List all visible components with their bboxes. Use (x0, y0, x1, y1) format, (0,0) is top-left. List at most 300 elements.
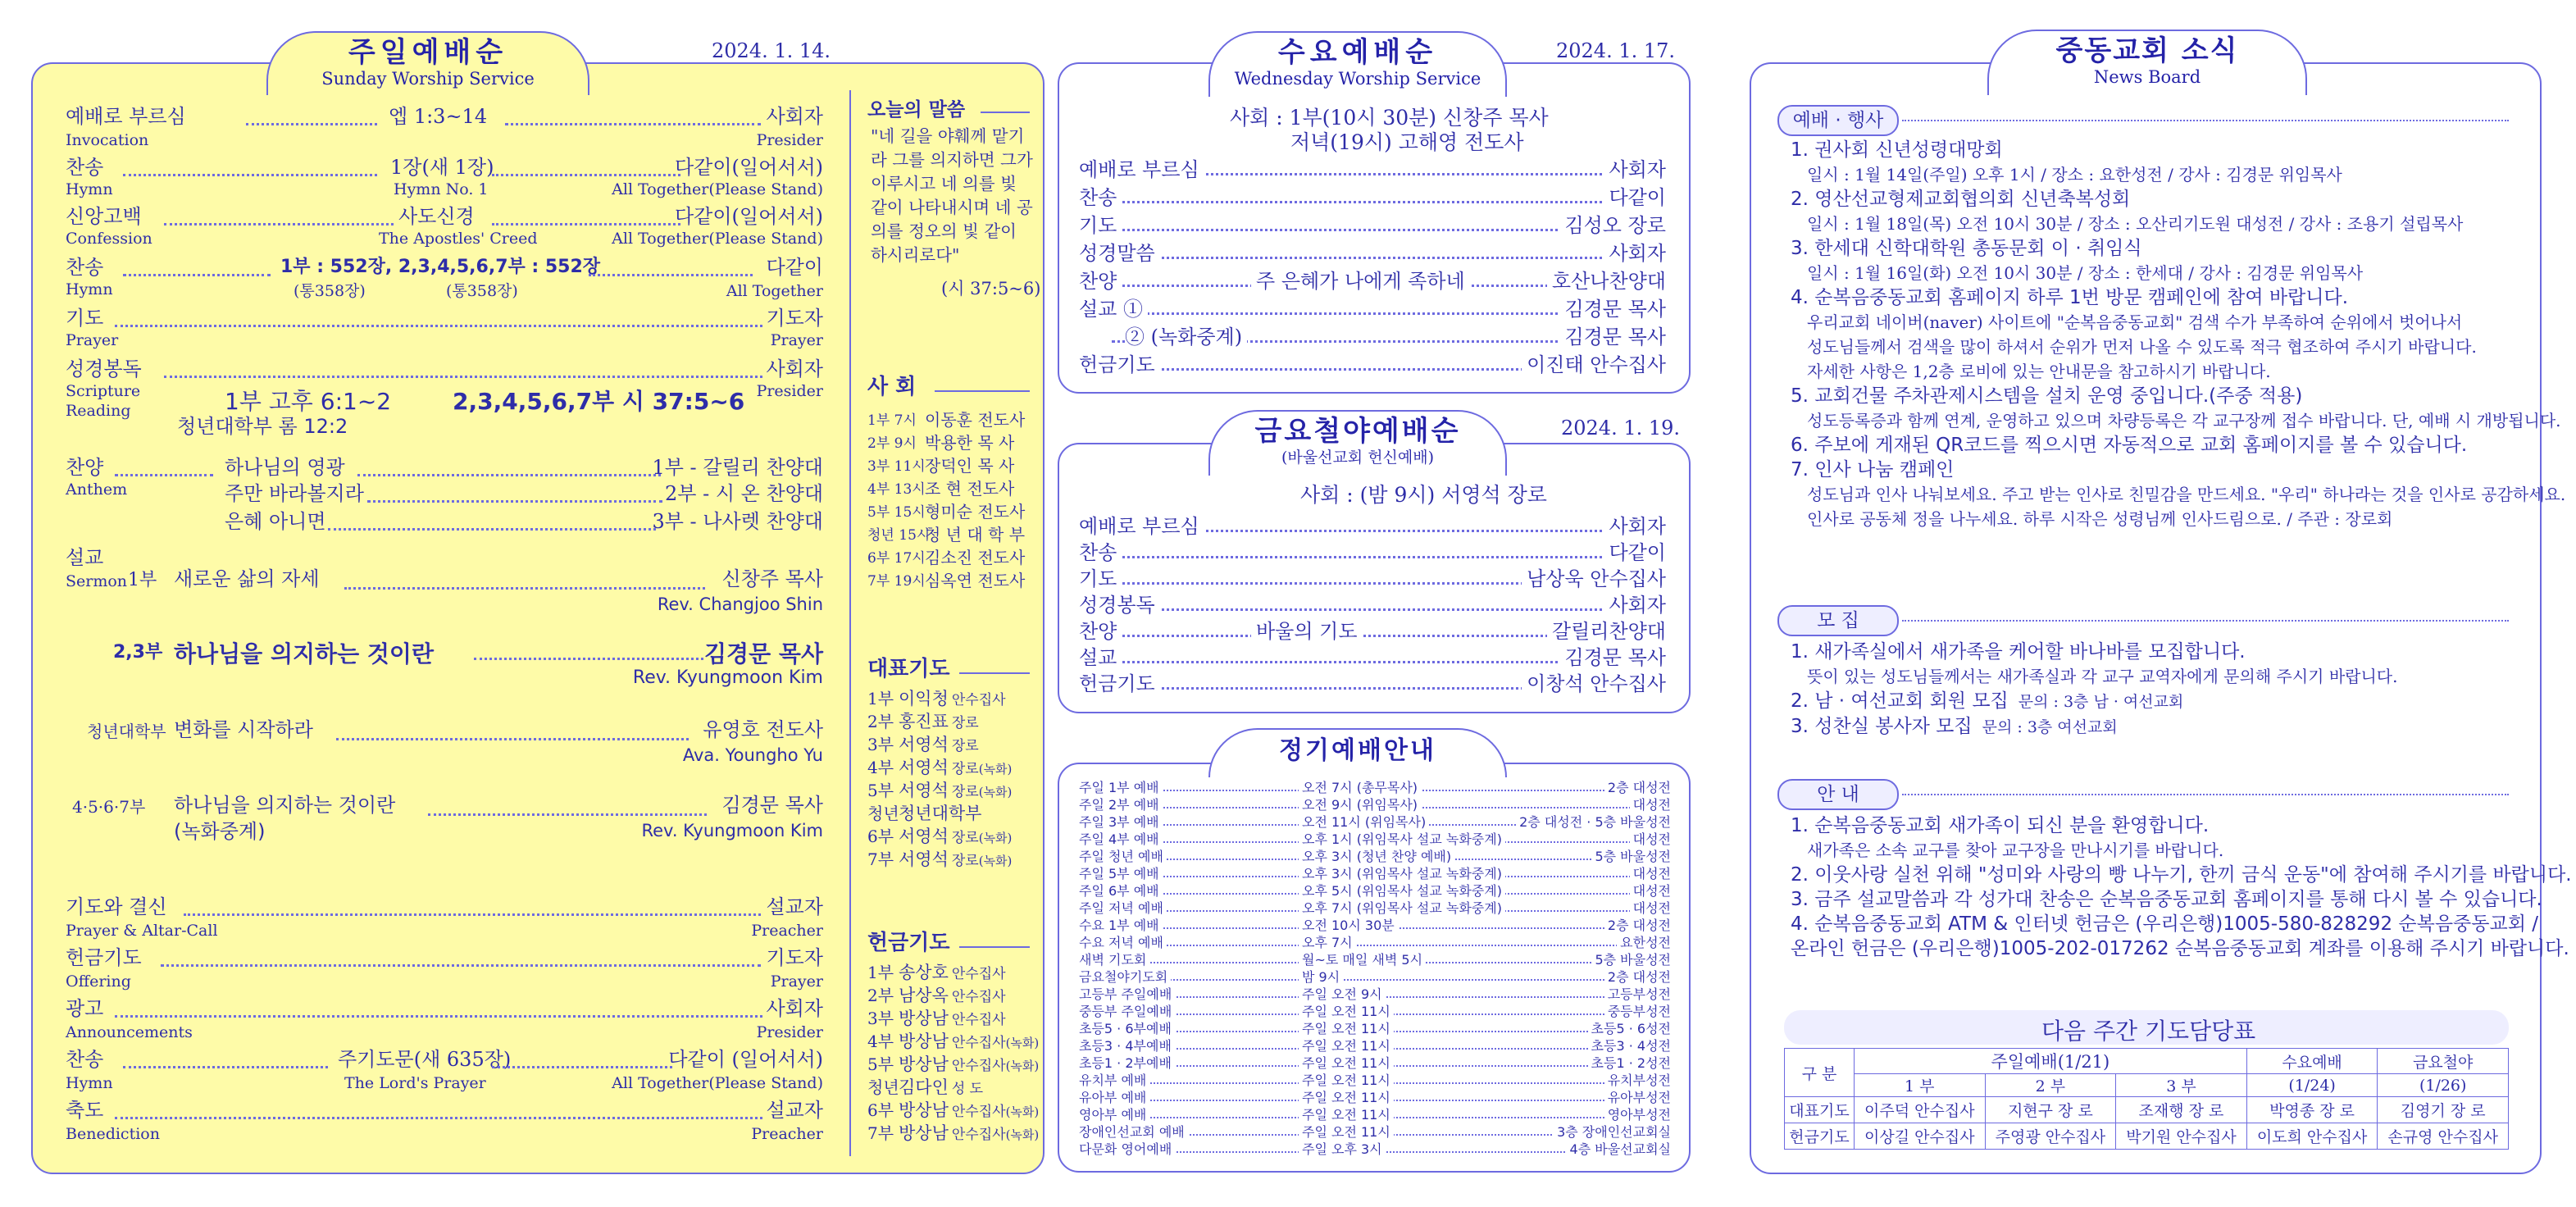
friday-title: 금요철야예배순 (1254, 415, 1461, 448)
rep-prayer-list (867, 685, 1041, 869)
schedule-row (1079, 900, 1671, 917)
anthem-title-3: 은혜 아니면 (225, 510, 326, 533)
order-row (1079, 671, 1666, 697)
host-time: 청년 15시 (867, 526, 931, 544)
host-name: 박용한 목 사 (925, 432, 1015, 453)
schedule-row (1079, 1106, 1671, 1123)
schedule-row (1079, 917, 1671, 934)
schedule-place: 중등부성전 (1604, 1003, 1671, 1020)
offering-role: 기도자 (766, 946, 823, 969)
news-item-heading (1791, 458, 2528, 482)
creed-text-en: The Apostles' Creed (379, 230, 538, 248)
rule-line (959, 946, 1030, 948)
list-item (867, 800, 1041, 823)
order-row (1079, 239, 1666, 267)
news-section-events: 예배 · 행사 (1777, 105, 1899, 136)
prayer-name: 방상남 (899, 1054, 949, 1074)
news-item-heading (1791, 433, 2528, 458)
hymn1-label: 찬송 (66, 156, 104, 179)
news-item-heading (1791, 640, 2528, 664)
prayer-name: 서영석 (899, 849, 949, 869)
order-row (1079, 644, 1666, 671)
scripture-reading-3: 청년대학부 롬 12:2 (177, 415, 348, 438)
leader-dots (164, 223, 394, 225)
schedule-time: 오후 7시 (위임목사 설교 녹화중계) (1299, 900, 1505, 917)
list-item (867, 959, 1041, 982)
order-role: 사회자 (1604, 239, 1666, 267)
creed-role-en: All Together(Please Stand) (612, 230, 823, 248)
leader-dots (344, 587, 705, 590)
order-role: 김경문 목사 (1559, 644, 1666, 671)
news-item-heading (1791, 187, 2528, 212)
anthem-choir-3: 3부 - 나사렛 찬양대 (652, 510, 823, 533)
offering-en: Offering (66, 972, 131, 991)
order-row (1079, 323, 1666, 351)
prayer-role: 안수집사 (951, 1012, 1006, 1028)
wednesday-title-tab (1208, 31, 1507, 97)
schedule-row (1079, 813, 1671, 831)
schedule-place: 영아부성전 (1604, 1106, 1671, 1123)
schedule-name: 유아부 예배 (1079, 1089, 1149, 1106)
list-item (867, 499, 1041, 522)
schedule-name: 수요 1부 예배 (1079, 917, 1163, 934)
hymn3-text: 주기도문(새 635장) (338, 1048, 512, 1071)
anthem-en: Anthem (66, 481, 128, 499)
list-item (867, 453, 1041, 476)
schedule-row (1079, 796, 1671, 813)
news-item-heading (1791, 285, 2528, 310)
schedule-place: 대성전 (1630, 865, 1671, 882)
schedule-place: 3층 장애인선교회실 (1554, 1123, 1671, 1141)
schedule-row (1079, 779, 1671, 796)
rule-line (935, 390, 1030, 392)
schedule-name: 유치부 예배 (1079, 1072, 1149, 1089)
order-row (1079, 212, 1666, 239)
leader-dots (161, 964, 761, 967)
list-item (867, 1005, 1041, 1028)
wednesday-order-list (1079, 156, 1666, 379)
list-item (867, 522, 1041, 544)
table-cell: 이도희 안수집사 (2246, 1123, 2378, 1150)
schedule-place: 4층 바울선교회실 (1567, 1141, 1671, 1158)
prayer-note: (녹화) (1005, 1036, 1040, 1050)
sermon-en: Sermon (66, 572, 128, 590)
call-role-en: Presider (756, 131, 823, 149)
news-subtitle: News Board (2093, 67, 2201, 87)
schedule-time: 주일 오전 11시 (1299, 1037, 1394, 1054)
friday-subtitle: (바울선교회 헌신예배) (1281, 449, 1435, 467)
order-role: 다같이 (1604, 184, 1666, 212)
schedule-place: 5층 바울성전 (1591, 848, 1671, 865)
regular-title: 정기예배안내 (1279, 736, 1436, 765)
creed-text: 사도신경 (398, 205, 475, 228)
wednesday-date: 2024. 1. 17. (1556, 39, 1676, 62)
schedule-name: 고등부 주일예배 (1079, 986, 1175, 1003)
table-cell: 박영종 장 로 (2246, 1097, 2378, 1123)
news-heading-text: 4. 순복음중동교회 홈페이지 하루 1번 방문 캠페인에 참여 바랍니다. (1791, 287, 2349, 308)
news-heading-text: 2. 남 · 여선교회 회원 모집 (1791, 690, 2009, 712)
order-label: ② (녹화중계) (1125, 323, 1247, 351)
altar-label: 기도와 결신 (66, 895, 167, 918)
word-ref: (시 37:5~6) (941, 279, 1041, 298)
table-cell: 주영광 안수집사 (1985, 1123, 2116, 1150)
host-time: 7부 19시 (867, 572, 926, 590)
news-item-heading (1791, 912, 2538, 936)
order-title: 바울의 기도 (1251, 618, 1363, 644)
sermon-title-4b: (녹화중계) (174, 820, 266, 843)
order-label: 헌금기도 (1079, 671, 1160, 697)
schedule-time: 오전 11시 (위임목사) (1299, 813, 1429, 831)
order-role: 이창석 안수집사 (1522, 671, 1666, 697)
announce-label: 광고 (66, 997, 104, 1020)
order-label: 성경봉독 (1079, 592, 1160, 618)
prayer-name: 서영석 (899, 758, 949, 777)
hymn2-sub1: (통358장) (294, 282, 366, 300)
leader-dots (123, 274, 271, 276)
table-cell: 대표기도 (1785, 1097, 1855, 1123)
order-row (1079, 566, 1666, 592)
bless-label: 축도 (66, 1099, 104, 1122)
call-en: Invocation (66, 131, 149, 149)
schedule-time: 주일 오전 11시 (1299, 1089, 1394, 1106)
order-row (1079, 592, 1666, 618)
order-label: 찬송 (1079, 184, 1122, 212)
anthem-choir-1: 1부 - 갈릴리 찬양대 (652, 456, 823, 479)
news-notice-list (1791, 813, 2572, 961)
news-heading-text: 7. 인사 나눔 캠페인 (1791, 459, 1955, 481)
sermon-part-4: 4·5·6·7부 (72, 797, 146, 817)
order-label: 성경말씀 (1079, 239, 1160, 267)
news-events-list (1791, 138, 2566, 531)
schedule-row (1079, 934, 1671, 951)
table-header: 2 부 (1985, 1074, 2116, 1097)
leader-dots (357, 474, 661, 476)
altar-role-en: Preacher (751, 922, 823, 940)
order-label: 찬송 (1079, 540, 1122, 566)
leader-dots (1902, 620, 2509, 622)
leader-dots (505, 123, 761, 125)
schedule-name: 주일 저녁 예배 (1079, 900, 1167, 917)
news-heading-text: 2. 이웃사랑 실천 위해 "성미와 사랑의 빵 나누기, 한끼 금식 운동"에 참여해 주시기를 바랍니다. (1791, 864, 2572, 886)
hymn3-label: 찬송 (66, 1048, 104, 1071)
leader-dots (246, 123, 377, 125)
table-header: 금요철야 (2378, 1049, 2509, 1074)
prayer-name: 서영석 (899, 735, 949, 754)
scripture-label: 성경봉독 (66, 358, 142, 380)
friday-title-tab (1208, 410, 1507, 476)
prayer-part: 1부 (867, 963, 894, 982)
table-cell: 이주덕 안수집사 (1855, 1097, 1986, 1123)
sermon-part-2: 2,3부 (113, 642, 163, 663)
prayer-name: 청년대학부 (899, 804, 982, 823)
order-role: 사회자 (1604, 592, 1666, 618)
wednesday-host-1: 사회 : 1부(10시 30분) 신창주 목사 (1230, 106, 1549, 130)
hymn1-en: Hymn (66, 180, 113, 198)
prayer-name: 방상남 (899, 1100, 949, 1120)
hymn3-role-en: All Together(Please Stand) (612, 1074, 823, 1092)
leader-dots (492, 1066, 672, 1068)
rule-line (981, 112, 1030, 113)
schedule-row (1079, 1054, 1671, 1072)
news-recruit-list (1791, 640, 2528, 740)
prayer-part: 청년 (867, 1077, 899, 1097)
leader-dots (589, 274, 753, 276)
schedule-time: 주일 오전 11시 (1299, 1106, 1394, 1123)
schedule-row (1079, 1141, 1671, 1158)
hymn3-role: 다같이 (일어서서) (668, 1048, 823, 1071)
schedule-name: 다문화 영어예배 (1079, 1141, 1175, 1158)
list-item (867, 708, 1041, 731)
prayer-part: 6부 (867, 827, 894, 846)
creed-label: 신앙고백 (66, 205, 142, 228)
order-label: 찬양 (1079, 618, 1122, 644)
table-cell: 김영기 장 로 (2378, 1097, 2509, 1123)
host-time: 5부 15시 (867, 503, 926, 521)
order-label: 설교 (1079, 644, 1122, 671)
news-item-detail: 새가족은 소속 교구를 찾아 교구장을 만나시기를 바랍니다. (1807, 840, 2224, 860)
order-label: 기도 (1079, 212, 1122, 239)
list-item (867, 430, 1041, 453)
prayer-part: 7부 (867, 849, 894, 869)
schedule-place: 초등5 · 6성전 (1588, 1020, 1671, 1037)
list-item (867, 407, 1041, 430)
word-line: 라 그를 의지하면 그가 (871, 150, 1033, 170)
news-item-heading (1791, 689, 2528, 714)
order-row (1079, 540, 1666, 566)
prayer-name: 서영석 (899, 781, 949, 800)
order-row (1079, 513, 1666, 540)
order-label: 헌금기도 (1079, 351, 1160, 379)
hymn2-text: 1부 : 552장, 2,3,4,5,6,7부 : 552장 (280, 257, 601, 277)
host-name: 조 현 전도사 (925, 478, 1015, 499)
host-name: 장덕인 목 사 (925, 455, 1015, 476)
prayer-name: 이익청 (899, 689, 949, 708)
announce-role: 사회자 (766, 997, 823, 1020)
news-heading-tail: 문의 : 3층 여선교회 (1982, 718, 2118, 736)
schedule-place: 2층 대성전 (1604, 968, 1671, 986)
schedule-row (1079, 1123, 1671, 1141)
leader-dots (1112, 556, 1658, 558)
news-heading-text: 1. 새가족실에서 새가족을 케어할 바나바를 모집합니다. (1791, 641, 2246, 663)
scripture-reading-2: 2,3,4,5,6,7부 시 37:5~6 (453, 388, 745, 415)
prayer-part: 2부 (867, 986, 894, 1005)
sunday-title: 주일예배순 (348, 36, 508, 69)
order-label: 예배로 부르심 (1079, 513, 1204, 540)
friday-order-list (1079, 513, 1666, 697)
hymn2-label: 찬송 (66, 256, 104, 279)
schedule-row (1079, 951, 1671, 968)
table-cell: 지현구 장 로 (1985, 1097, 2116, 1123)
schedule-time: 주일 오전 9시 (1299, 986, 1386, 1003)
word-title: 오늘의 말씀 (867, 99, 966, 121)
prayer-note: (녹화) (978, 785, 1013, 799)
schedule-time: 주일 오전 11시 (1299, 1123, 1394, 1141)
schedule-name: 금요철야기도회 (1079, 968, 1171, 986)
sermon-title-1: 새로운 삶의 자세 (174, 567, 320, 590)
table-cell: 헌금기도 (1785, 1123, 1855, 1150)
schedule-time: 주일 오후 3시 (1299, 1141, 1386, 1158)
schedule-name: 새벽 기도회 (1079, 951, 1149, 968)
announce-role-en: Presider (756, 1023, 823, 1041)
leader-dots (428, 813, 707, 816)
leader-dots (1902, 120, 2509, 121)
prayer-part: 5부 (867, 1054, 894, 1074)
list-item (867, 685, 1041, 708)
prayer-note: (녹화) (978, 762, 1013, 777)
schedule-name: 주일 4부 예배 (1079, 831, 1163, 848)
host-time: 3부 11시 (867, 458, 926, 475)
table-header: 수요예배 (2246, 1049, 2378, 1074)
word-lines (871, 125, 1043, 267)
call-role: 사회자 (766, 105, 823, 128)
schedule-name: 주일 3부 예배 (1079, 813, 1163, 831)
leader-dots (115, 474, 213, 476)
sunday-title-tab (266, 31, 589, 95)
schedule-time: 주일 오전 11시 (1299, 1054, 1394, 1072)
schedule-name: 초등5 · 6부예배 (1079, 1020, 1175, 1037)
host-name: 청 년 대 학 부 (925, 524, 1026, 544)
table-cell: 손규영 안수집사 (2378, 1123, 2509, 1150)
news-heading-text: 1. 순복음중동교회 새가족이 되신 분을 환영합니다. (1791, 815, 2210, 836)
leader-dots (115, 1015, 762, 1018)
order-row (1079, 267, 1666, 295)
schedule-time: 주일 오전 11시 (1299, 1020, 1394, 1037)
news-item-detail: 성도님들께서 검색을 많이 하셔서 순위가 먼저 나올 수 있도록 적극 협조하여 주시기 바랍니다. (1807, 337, 2477, 357)
prayer-role: 안수집사 (951, 1035, 1006, 1051)
schedule-place: 유아부성전 (1604, 1089, 1671, 1106)
order-label: 찬양 (1079, 267, 1122, 295)
host-name: 이동훈 전도사 (925, 409, 1026, 430)
table-cell: 박기원 안수집사 (2116, 1123, 2247, 1150)
news-heading-text: 3. 성찬실 봉사자 모집 (1791, 716, 1973, 737)
schedule-place: 대성전 (1630, 882, 1671, 900)
sermon-pastor-2-en: Rev. Kyungmoon Kim (632, 667, 823, 688)
prayer-name: 방상남 (899, 1009, 949, 1028)
order-role: 김성오 장로 (1559, 212, 1666, 239)
prayer-role: 장로 (951, 738, 979, 754)
prayer-part: 2부 (867, 712, 894, 731)
news-section-recruit: 모 집 (1777, 605, 1899, 636)
prayer-note: (녹화) (978, 831, 1013, 845)
prayer-name: 방상남 (899, 1123, 949, 1143)
prayer-en: Prayer (66, 331, 119, 349)
host-name: 형미순 전도사 (925, 501, 1026, 522)
call-text: 엡 1:3~14 (389, 105, 488, 128)
news-item-detail: 성도님과 인사 나눠보세요. 주고 받는 인사로 친밀감을 만드세요. "우리" 하나라는 것을 인사로 공감하세요. (1807, 485, 2566, 504)
news-item-detail: 자세한 사항은 1,2층 로비에 있는 안내문을 참고하시기 바랍니다. (1807, 362, 2271, 381)
schedule-row (1079, 1020, 1671, 1037)
call-label: 예배로 부르심 (66, 105, 186, 128)
order-label: 설교 ① (1079, 295, 1148, 323)
hymn1-role: 다같이(일어서서) (674, 156, 823, 179)
schedule-name: 영아부 예배 (1079, 1106, 1149, 1123)
news-item-heading (1791, 863, 2572, 887)
rep-title: 대표기도 (867, 657, 950, 681)
prayer-name: 송상호 (899, 963, 949, 982)
table-header: 1 부 (1855, 1074, 1986, 1097)
prayer-name: 홍진표 (899, 712, 949, 731)
hymn2-role-en: All Together (726, 282, 823, 300)
creed-en: Confession (66, 230, 152, 248)
news-item-heading (1791, 236, 2528, 261)
sermon-pastor-3: 유영호 전도사 (703, 718, 823, 741)
schedule-time: 밤 9시 (1299, 968, 1343, 986)
table-header: 3 부 (2116, 1074, 2247, 1097)
schedule-place: 5층 바울성전 (1591, 951, 1671, 968)
friday-date: 2024. 1. 19. (1561, 417, 1681, 440)
list-item (867, 1120, 1041, 1143)
list-item (867, 567, 1041, 590)
order-role: 남상욱 안수집사 (1522, 566, 1666, 592)
wednesday-host-2: 저녁(19시) 고해영 전도사 (1290, 130, 1524, 154)
anthem-choir-2: 2부 - 시 온 찬양대 (665, 482, 823, 505)
bless-role-en: Preacher (751, 1125, 823, 1143)
offering-prayer-title: 헌금기도 (867, 931, 950, 955)
table-cell: 조재행 장 로 (2116, 1097, 2247, 1123)
leader-dots (1112, 257, 1658, 259)
leader-dots (123, 174, 377, 176)
schedule-place: 2층 대성전 (1604, 779, 1671, 796)
sermon-pastor-4-en: Rev. Kyungmoon Kim (641, 821, 823, 840)
sermon-title-2: 하나님을 의지하는 것이란 (174, 640, 435, 667)
order-role: 사회자 (1604, 513, 1666, 540)
news-heading-tail: 문의 : 3층 남 · 여선교회 (2018, 693, 2184, 711)
prayer-role: 안수집사 (951, 1058, 1006, 1074)
leader-dots (492, 223, 680, 225)
schedule-row (1079, 986, 1671, 1003)
schedule-place: 대성전 (1630, 796, 1671, 813)
schedule-place: 유치부성전 (1604, 1072, 1671, 1089)
news-heading-text: 6. 주보에 게재된 QR코드를 찍으시면 자동적으로 교회 홈페이지를 볼 수 있습니다. (1791, 435, 2468, 456)
order-row (1079, 351, 1666, 379)
prayer-part: 7부 (867, 1123, 894, 1143)
offering-prayer-list (867, 959, 1041, 1143)
hymn1-text: 1장(새 1장) (390, 156, 494, 179)
schedule-name: 주일 5부 예배 (1079, 865, 1163, 882)
schedule-row (1079, 848, 1671, 865)
schedule-place: 초등1 · 2성전 (1588, 1054, 1671, 1072)
sunday-subtitle: Sunday Worship Service (321, 69, 535, 89)
sermon-title-4: 하나님을 의지하는 것이란 (174, 794, 396, 817)
schedule-name: 주일 2부 예배 (1079, 796, 1163, 813)
sermon-label: 설교 (66, 546, 104, 569)
order-role: 김경문 목사 (1559, 323, 1666, 351)
schedule-place: 요한성전 (1617, 934, 1671, 951)
order-row (1079, 618, 1666, 644)
schedule-name: 초등3 · 4부예배 (1079, 1037, 1175, 1054)
schedule-place: 고등부성전 (1604, 986, 1671, 1003)
order-label: 예배로 부르심 (1079, 156, 1204, 184)
schedule-row (1079, 831, 1671, 848)
prayer-role: 장로 (951, 715, 979, 731)
friday-host: 사회 : (밤 9시) 서영석 장로 (1300, 483, 1547, 507)
schedule-place: 2층 대성전 · 5층 바울성전 (1516, 813, 1671, 831)
sunday-date: 2024. 1. 14. (712, 39, 831, 62)
leader-dots (1112, 608, 1658, 611)
schedule-name: 주일 1부 예배 (1079, 779, 1163, 796)
anthem-title-1: 하나님의 영광 (225, 456, 345, 479)
schedule-name: 주일 6부 예배 (1079, 882, 1163, 900)
order-row (1079, 184, 1666, 212)
hymn1-role-en: All Together(Please Stand) (612, 180, 823, 198)
news-heading-text: 3. 금주 설교말씀과 각 성가대 찬송은 순복음중동교회 홈페이지를 통해 다시 볼 수 있습니다. (1791, 889, 2542, 910)
wednesday-subtitle: Wednesday Worship Service (1234, 69, 1481, 89)
prayer-name: 김다인 (899, 1077, 949, 1097)
news-heading-text: 4. 순복음중동교회 ATM & 인터넷 헌금은 (우리은행)1005-580-828292 순복음중동교회 / (1791, 913, 2538, 935)
prayer-role-en: Prayer (770, 331, 823, 349)
news-section-notice: 안 내 (1777, 779, 1899, 810)
list-item (867, 1028, 1041, 1051)
